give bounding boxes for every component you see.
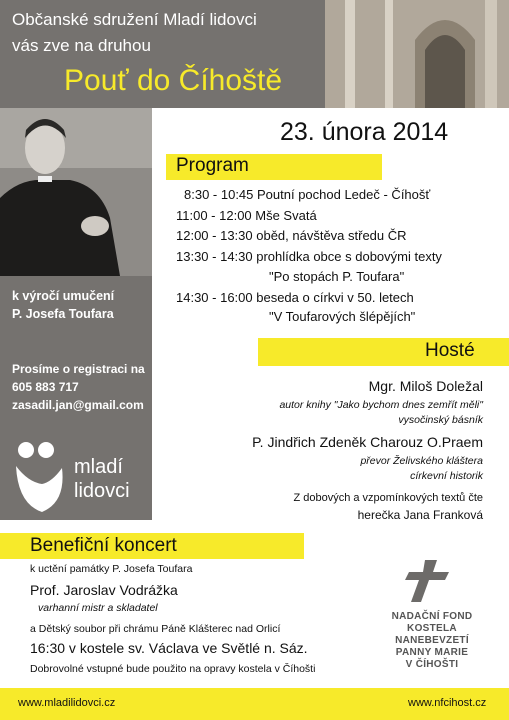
program-item-note: "Po stopách P. Toufara" xyxy=(269,269,405,284)
church-photo xyxy=(325,0,509,108)
concert-donation-note: Dobrovolné vstupné bude použito na opravy kostela v Číhošti xyxy=(30,663,316,675)
logo-text-line1: mladí xyxy=(74,456,123,478)
concert-title: Benefiční koncert xyxy=(30,535,177,556)
guest-name: Mgr. Miloš Doležal xyxy=(368,378,483,394)
program-item: 14:30 - 16:00 beseda o církvi v 50. letech xyxy=(176,290,414,305)
guest-name: P. Jindřich Zdeněk Charouz O.Praem xyxy=(252,434,483,450)
footer-link-mladilidovci[interactable]: www.mladilidovci.cz xyxy=(18,697,116,709)
fund-cross-icon xyxy=(405,560,461,602)
header-organizer: Občanské sdružení Mladí lidovci xyxy=(12,10,257,29)
event-date: 23. února 2014 xyxy=(280,118,449,146)
concert-performer: Prof. Jaroslav Vodrážka xyxy=(30,582,178,598)
fund-name-line: NADAČNÍ FOND xyxy=(391,611,473,622)
priest-photo xyxy=(0,108,152,276)
registration-phone: 605 883 717 xyxy=(12,380,79,394)
program-item: 13:30 - 14:30 prohlídka obce s dobovými texty xyxy=(176,249,442,264)
header-invite: vás zve na druhou xyxy=(12,36,151,55)
anniversary-line2: P. Josefa Toufara xyxy=(12,307,114,321)
guest-role: vysočinský básník xyxy=(398,414,483,426)
program-item: 8:30 - 10:45 Poutní pochod Ledeč - Číhošť xyxy=(184,187,431,202)
program-item: 12:00 - 13:30 oběd, návštěva středu ČR xyxy=(176,228,407,243)
logo-text-line2: lidovci xyxy=(74,480,130,502)
concert-performer-role: varhanní mistr a skladatel xyxy=(38,602,158,614)
anniversary-line1: k výročí umučení xyxy=(12,289,115,303)
guest-role: převor Želivského kláštera xyxy=(360,455,483,467)
concert-ensemble: a Dětský soubor při chrámu Páně Klášterec nad Orlicí xyxy=(30,623,281,635)
fund-name-line: V ČÍHOŠTI xyxy=(405,659,459,670)
main-title: Pouť do Číhoště xyxy=(64,64,283,97)
guest-role: církevní historik xyxy=(410,470,483,482)
fund-name-line: PANNY MARIE xyxy=(395,647,469,658)
registration-line: Prosíme o registraci na xyxy=(12,362,145,376)
footer-link-nfcihost[interactable]: www.nfcihost.cz xyxy=(408,697,487,709)
guest-role: autor knihy "Jako bychom dnes zemřít měli" xyxy=(279,399,483,411)
program-item-note: "V Toufarových šlépějích" xyxy=(269,309,416,324)
concert-dedication: k uctění památky P. Josefa Toufara xyxy=(30,563,193,575)
mladi-lidovci-logo xyxy=(12,440,148,516)
program-item: 11:00 - 12:00 Mše Svatá xyxy=(176,208,317,223)
registration-email: zasadil.jan@gmail.com xyxy=(12,398,144,412)
concert-time-place: 16:30 v kostele sv. Václava ve Světlé n. Sáz. xyxy=(30,640,308,656)
program-title: Program xyxy=(176,155,249,176)
fund-name-line: KOSTELA xyxy=(407,623,457,634)
guests-title: Hosté xyxy=(425,340,475,361)
reader-name: herečka Jana Franková xyxy=(357,508,483,522)
reading-note: Z dobových a vzpomínkových textů čte xyxy=(293,492,483,504)
fund-name-line: NANEBEVZETÍ xyxy=(395,635,469,646)
